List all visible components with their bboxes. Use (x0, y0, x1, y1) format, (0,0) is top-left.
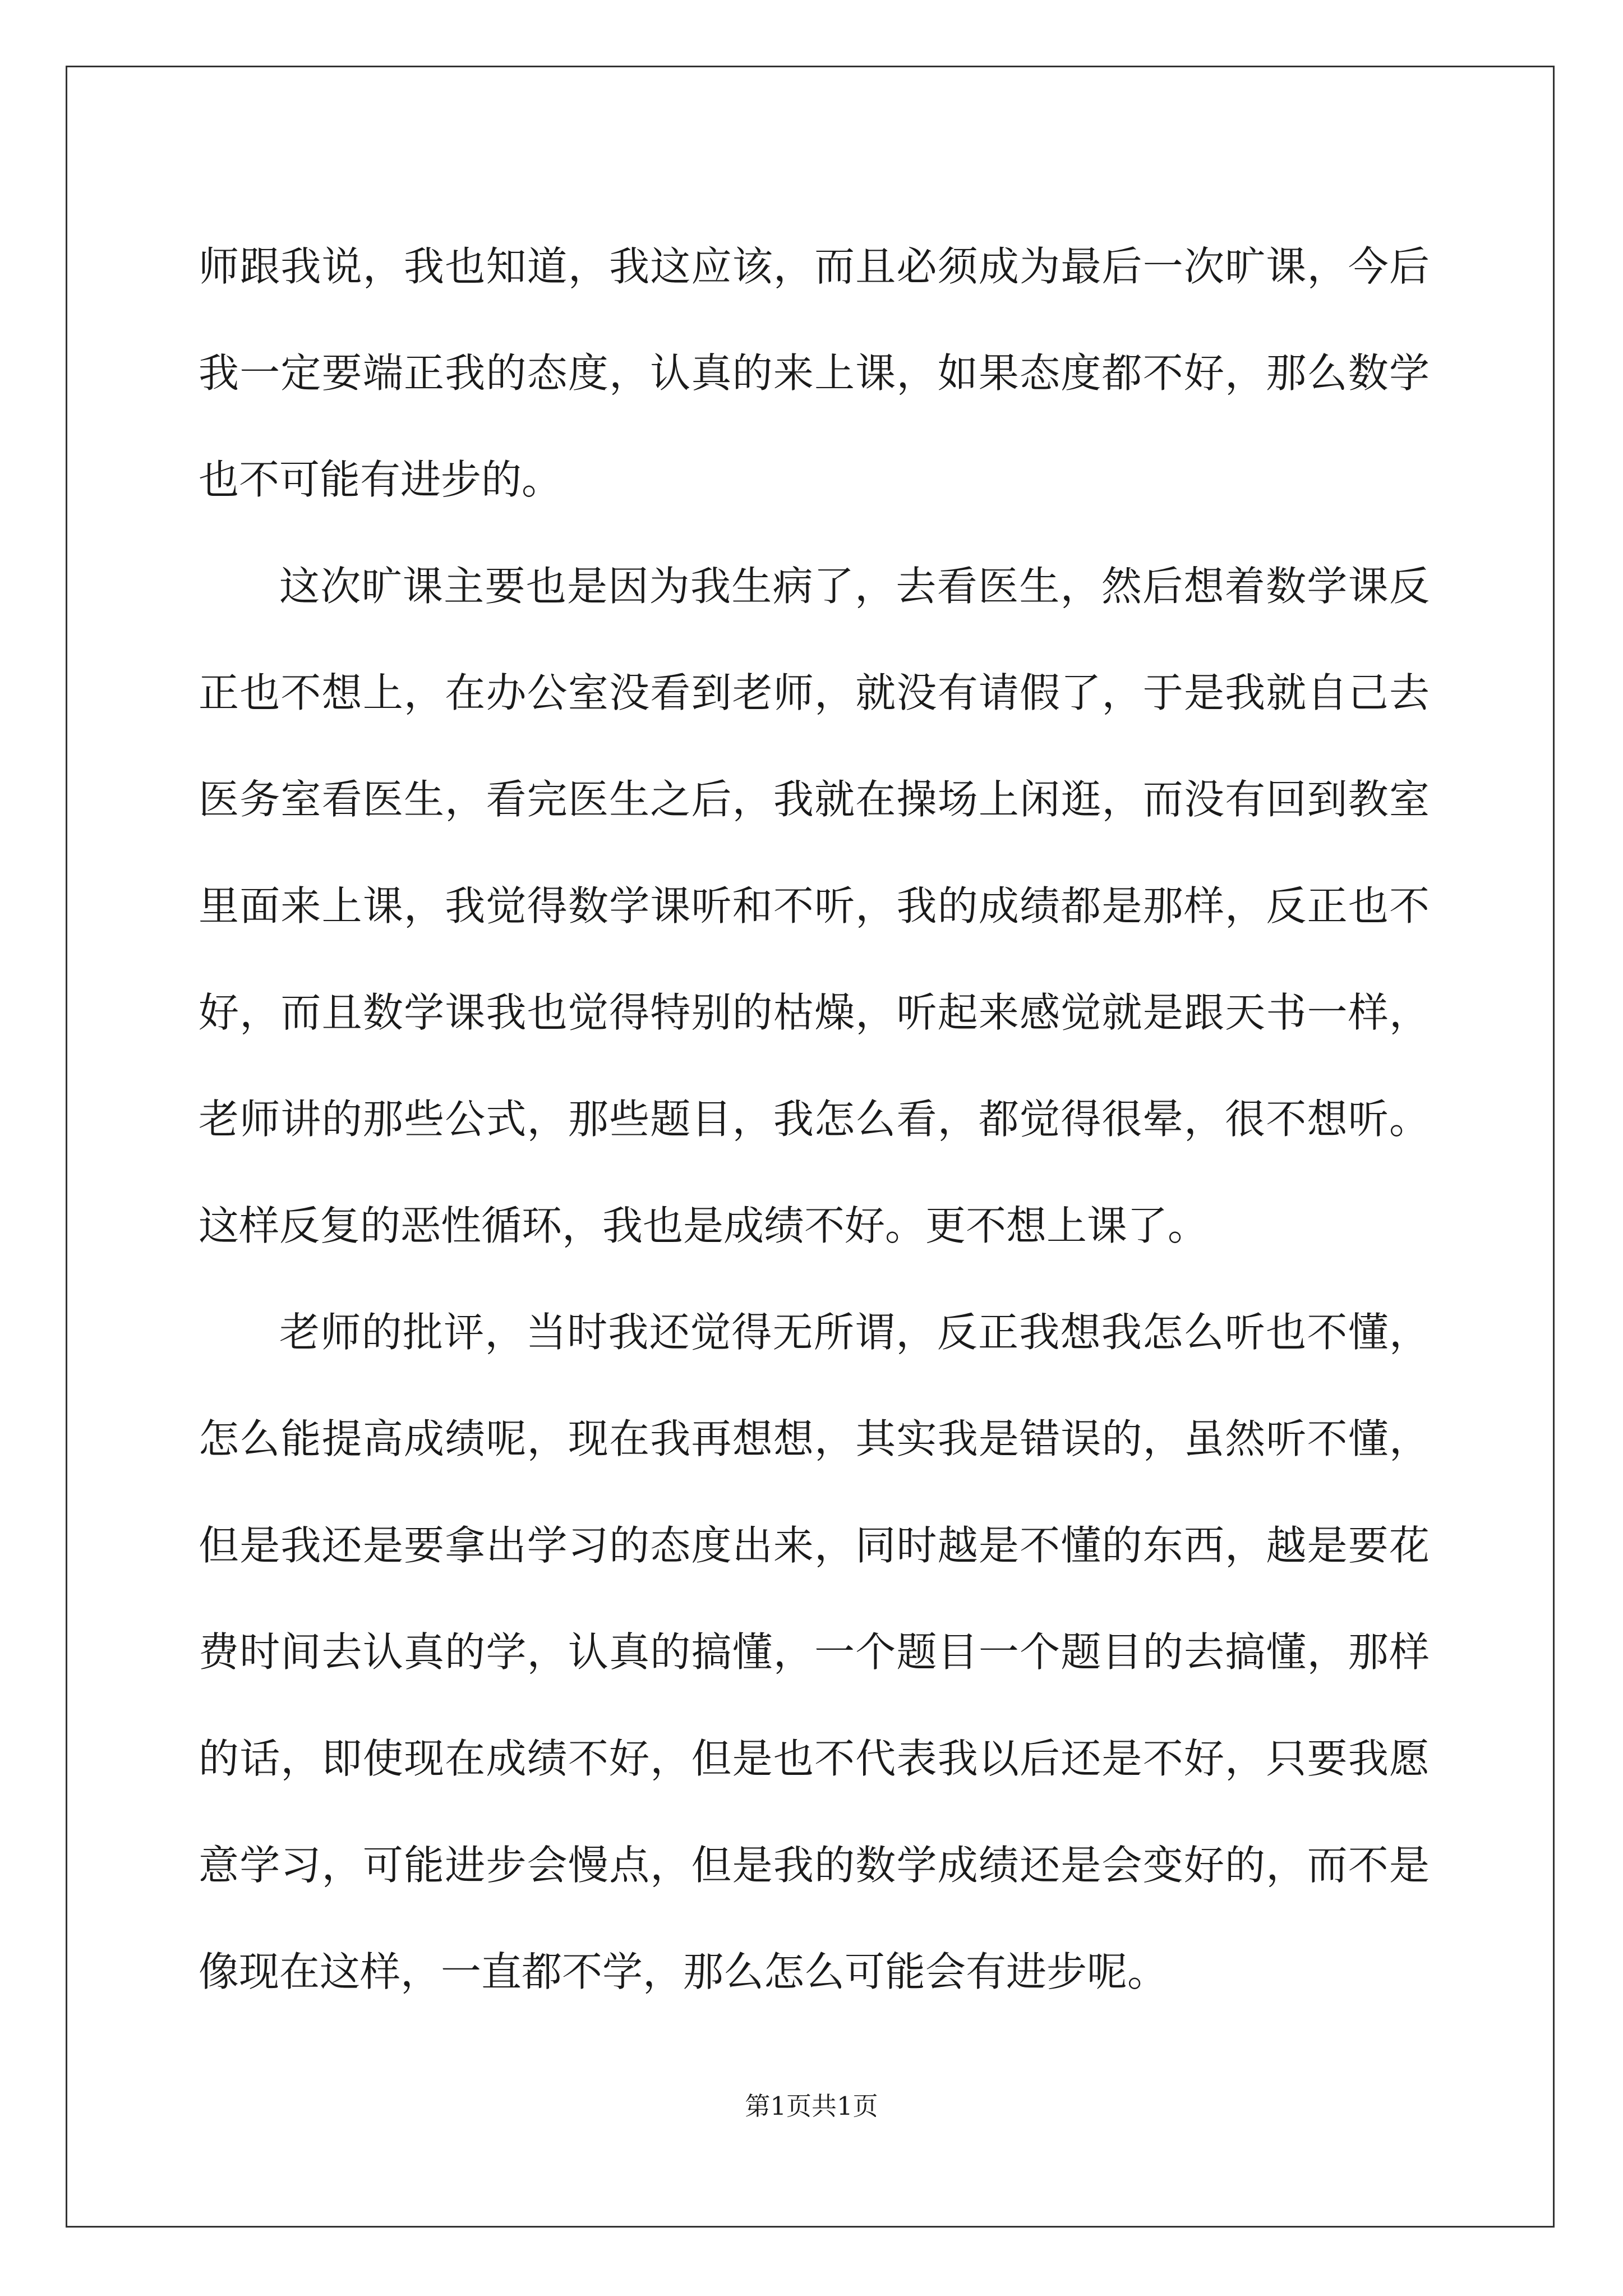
page-number-total: 共1页 (811, 2091, 878, 2121)
page-number-current: 第1页 (745, 2091, 811, 2121)
paragraph-3: 老师的批评，当时我还觉得无所谓，反正我想我怎么听也不懂，怎么能提高成绩呢，现在我再想想，其实我是错误的，虽然听不懂，但是我还是要拿出学习的态度出来，同时越是不懂的东西，越是要花费时间去认真的学，认真的搞懂，一个题目一个题目的去搞懂，那样的话，即使现在成绩不好，但是也不代表我以后还是不好，只要我愿意学习，可能进步会慢点，但是我的数学成绩还是会变好的，而不是像现在这样，一直都不学，那么怎么可能会有进步呢。 (199, 1309, 1430, 1995)
page-footer (0, 2090, 1623, 2123)
paragraph-1: 师跟我说，我也知道，我这应该，而且必须成为最后一次旷课，今后我一定要端正我的态度，认真的来上课，如果态度都不好，那么数学也不可能有进步的。 (199, 243, 1430, 503)
paragraph-2: 这次旷课主要也是因为我生病了，去看医生，然后想着数学课反正也不想上，在办公室没看到老师，就没有请假了，于是我就自己去医务室看医生，看完医生之后，我就在操场上闲逛，而没有回到教室里面来上课，我觉得数学课听和不听，我的成绩都是那样，反正也不好，而且数学课我也觉得特别的枯燥，听起来感觉就是跟天书一样，老师讲的那些公式，那些题目，我怎么看，都觉得很晕，很不想听。这样反复的恶性循环，我也是成绩不好。更不想上课了。 (199, 563, 1430, 1249)
document-body (199, 213, 1430, 2025)
